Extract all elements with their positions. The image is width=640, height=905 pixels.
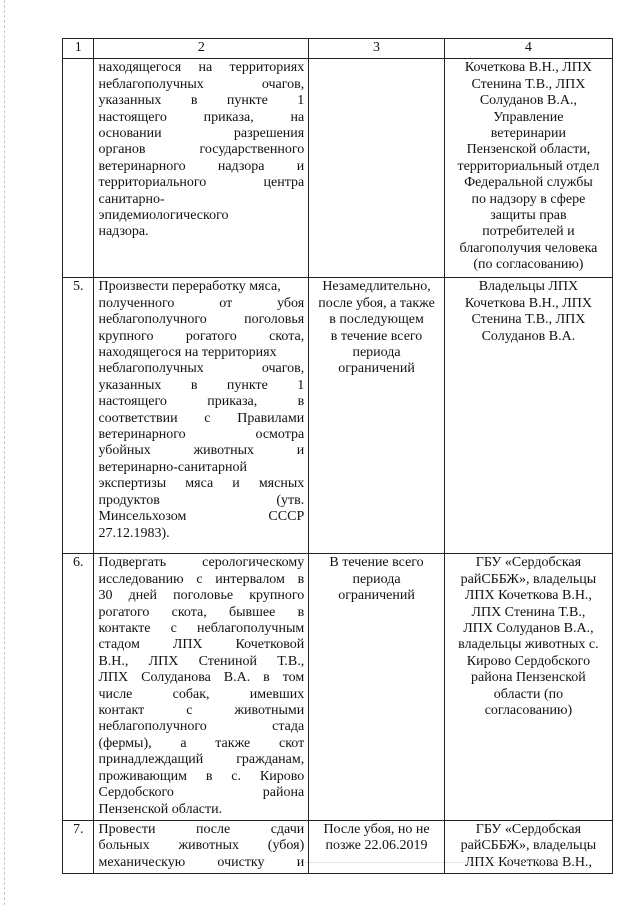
item-number xyxy=(63,59,94,278)
deadline-cell xyxy=(309,554,445,821)
responsible-line: владельцы животных с. xyxy=(458,637,599,653)
responsible-line: (по согласованию) xyxy=(473,257,584,273)
responsible-line: райСББЖ», владельцы xyxy=(460,838,597,854)
responsible-line: ЛПХ Солуданов В.А., xyxy=(463,621,594,637)
measure-line: неблагополучного поголовья xyxy=(98,312,305,328)
measure-line: Произвести переработку мяса, xyxy=(98,279,281,295)
measure-line: ветеринарного осмотра xyxy=(98,427,305,443)
deadline-line: позже 22.06.2019 xyxy=(325,838,428,854)
table-row xyxy=(63,820,613,873)
measure-line: крупного рогатого скота, xyxy=(98,328,305,344)
table-header-row xyxy=(63,39,613,59)
measure-line: ветеринарно-санитарной xyxy=(98,459,247,475)
responsible-line: Солуданов В.А., xyxy=(479,93,577,109)
measure-line: Сердобского района xyxy=(98,785,305,801)
measure-line: органов государственного xyxy=(98,142,305,158)
measure-line: соответствии с Правилами xyxy=(98,410,305,426)
measure-line: ЛПХ Солуданова В.А. в том xyxy=(98,670,305,686)
measure-line: В.Н., ЛПХ Стениной Т.В., xyxy=(98,653,305,669)
measure-line: указанных в пункте 1 xyxy=(98,93,305,109)
responsible-line: ГБУ «Сердобская xyxy=(475,821,582,837)
responsible-line: Стенина Т.В., ЛПХ xyxy=(471,76,586,92)
page-edge-guide xyxy=(4,0,5,905)
measure-cell xyxy=(94,59,309,278)
responsible-line: Кочеткова В.Н., ЛПХ xyxy=(464,60,592,76)
responsible-line: потребителей и xyxy=(482,224,575,240)
deadline-line: периода xyxy=(352,571,401,587)
measure-cell xyxy=(94,554,309,821)
measure-line: неблагополучных очагов, xyxy=(98,361,305,377)
deadline-cell xyxy=(309,278,445,554)
deadline-line: В течение всего xyxy=(329,555,424,571)
table-row xyxy=(63,554,613,821)
measure-line: Провести после сдачи xyxy=(98,821,305,837)
item-number: 6. xyxy=(63,554,94,821)
measure-line: санитарно- xyxy=(98,191,165,207)
measure-line: неблагополучного стада xyxy=(98,719,305,735)
responsible-line: Кочеткова В.Н., ЛПХ xyxy=(464,295,592,311)
measure-line: продуктов (утв. xyxy=(98,492,305,508)
measure-line: указанных в пункте 1 xyxy=(98,377,305,393)
deadline-line: периода xyxy=(352,345,401,361)
responsible-line: по надзору в сфере xyxy=(471,191,586,207)
responsible-line: Кирово Сердобского xyxy=(466,653,591,669)
measure-line: территориального центра xyxy=(98,175,305,191)
header-cell: 2 xyxy=(94,39,309,59)
measure-line: неблагополучных очагов, xyxy=(98,76,305,92)
measure-line: Подвергать серологическому xyxy=(98,555,305,571)
measure-line: надзора. xyxy=(98,224,149,240)
deadline-line: После убоя, но не xyxy=(323,821,430,837)
measure-line: экспертизы мяса и мясных xyxy=(98,476,305,492)
measure-line: Минсельхозом СССР xyxy=(98,509,305,525)
measure-line: принадлеждащий гражданам, xyxy=(98,752,305,768)
responsible-line: Стенина Т.В., ЛПХ xyxy=(471,312,586,328)
responsible-line: райСББЖ», владельцы xyxy=(460,571,597,587)
responsible-line: ЛПХ Кочеткова В.Н., xyxy=(464,588,592,604)
deadline-line: ограничений xyxy=(338,588,415,604)
scan-artifact-line xyxy=(300,862,580,863)
responsible-line: согласованию) xyxy=(484,703,573,719)
measure-cell xyxy=(94,820,309,873)
table-row xyxy=(63,59,613,278)
measure-cell xyxy=(94,278,309,554)
measure-line: убойных животных и xyxy=(98,443,305,459)
measure-line: настоящего приказа, на xyxy=(98,109,305,125)
responsible-line: благополучия человека xyxy=(459,240,598,256)
header-cell: 1 xyxy=(63,39,94,59)
measure-line: проживающим в с. Кирово xyxy=(98,768,305,784)
responsible-line: Федеральной службы xyxy=(464,175,593,191)
deadline-line: Незамедлительно, xyxy=(322,279,431,295)
header-cell: 4 xyxy=(444,39,612,59)
measure-line: эпидемиологического xyxy=(98,208,229,224)
deadline-line: в течение всего xyxy=(330,328,423,344)
header-cell: 3 xyxy=(309,39,445,59)
deadline-cell xyxy=(309,820,445,873)
responsible-line: области (по xyxy=(493,686,564,702)
responsible-cell xyxy=(444,554,612,821)
measure-line: больных животных (убоя) xyxy=(98,838,305,854)
responsible-line: Владельцы ЛПХ xyxy=(478,279,579,295)
measure-line: исследованию с интервалом в xyxy=(98,571,305,587)
deadline-line: после убоя, а также xyxy=(318,295,435,311)
responsible-line: Солуданов В.А. xyxy=(481,328,576,344)
item-number: 7. xyxy=(63,820,94,873)
responsible-line: ГБУ «Сердобская xyxy=(475,555,582,571)
item-number: 5. xyxy=(63,278,94,554)
deadline-cell xyxy=(309,59,445,278)
responsible-cell xyxy=(444,59,612,278)
responsible-line: Пензенской области, xyxy=(466,142,591,158)
responsible-line: ветеринарии xyxy=(490,126,567,142)
measure-line: числе собак, имевших xyxy=(98,686,305,702)
measure-line: (фермы), а также скот xyxy=(98,735,305,751)
deadline-line: ограничений xyxy=(338,361,415,377)
responsible-line: Управление xyxy=(493,109,564,125)
responsible-line: ЛПХ Стенина Т.В., xyxy=(471,604,586,620)
measure-line: полученного от убоя xyxy=(98,295,305,311)
measure-line: находящегося на территориях xyxy=(98,345,277,361)
measure-line: контакте с неблагополучным xyxy=(98,621,305,637)
responsible-line: ЛПХ Кочеткова В.Н., xyxy=(464,854,592,870)
measures-table-body xyxy=(63,39,613,874)
measure-line: находящегося на территориях xyxy=(98,60,305,76)
responsible-cell xyxy=(444,278,612,554)
measure-line: основании разрешения xyxy=(98,126,305,142)
table-row xyxy=(63,278,613,554)
responsible-line: района Пензенской xyxy=(471,670,586,686)
measure-line: контакт с животными xyxy=(98,703,305,719)
responsible-cell xyxy=(444,820,612,873)
responsible-line: защиты прав xyxy=(490,208,567,224)
deadline-line: в последующем xyxy=(329,312,424,328)
responsible-line: территориальный отдел xyxy=(457,158,600,174)
measure-line: рогатого скота, бывшее в xyxy=(98,604,305,620)
measures-table xyxy=(62,38,613,874)
measure-line: механическую очистку и xyxy=(98,854,305,870)
measure-line: Пензенской области. xyxy=(98,801,223,817)
measure-line: 27.12.1983). xyxy=(98,525,170,541)
measure-line: стадом ЛПХ Кочетковой xyxy=(98,637,305,653)
measure-line: ветеринарного надзора и xyxy=(98,158,305,174)
measure-line: 30 дней поголовье крупного xyxy=(98,588,305,604)
measure-line: настоящего приказа, в xyxy=(98,394,305,410)
